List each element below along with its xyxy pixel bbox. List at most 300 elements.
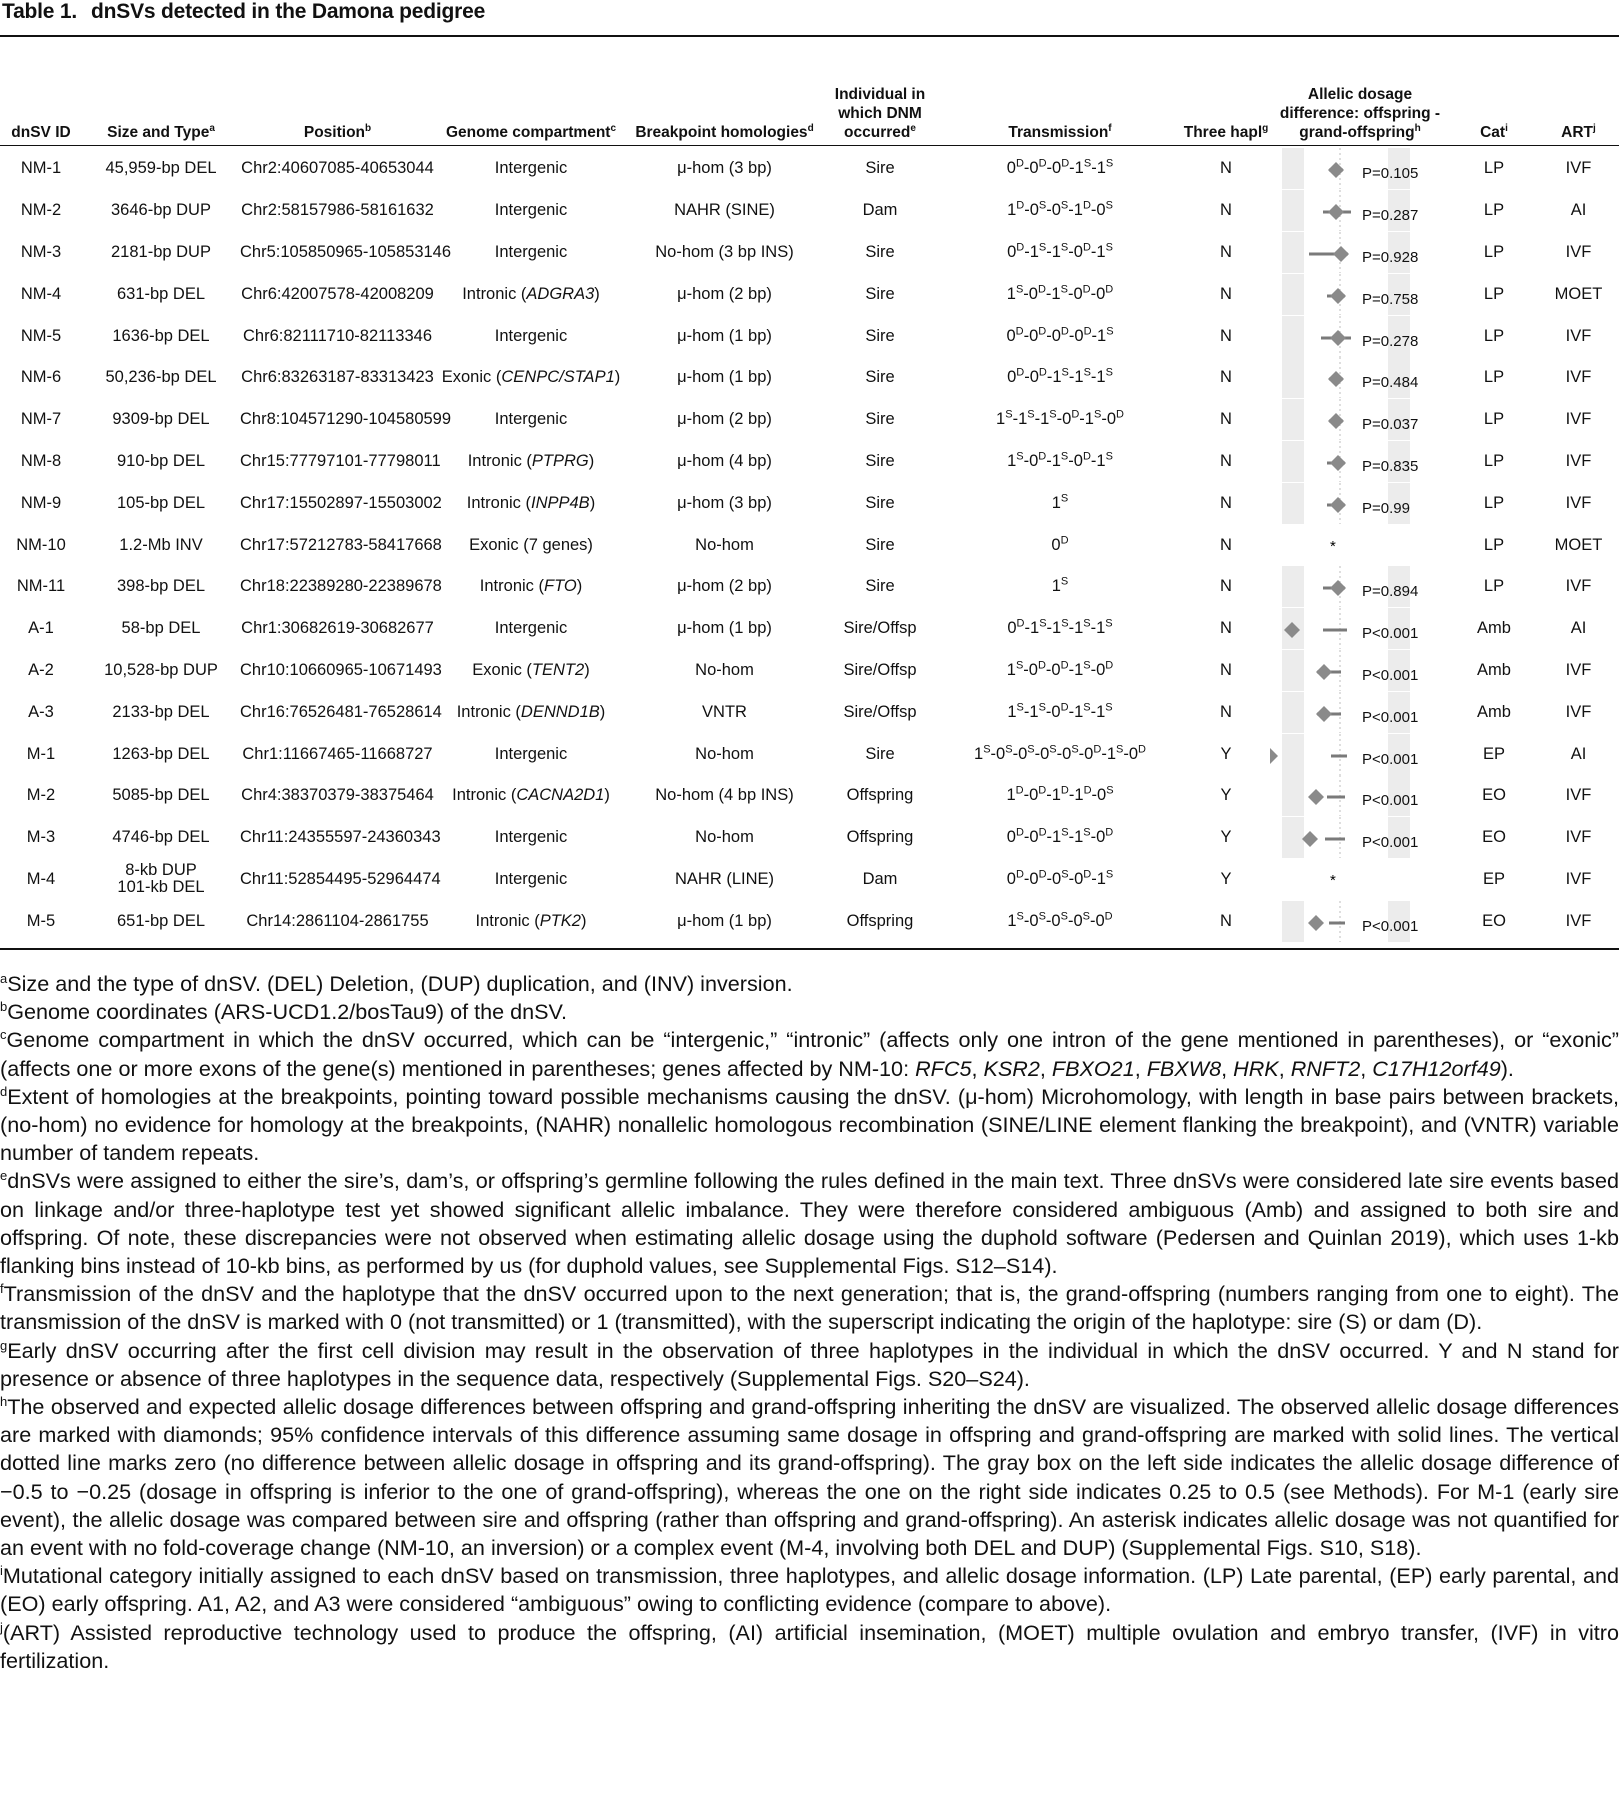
haplotype-origin: S xyxy=(1060,575,1069,588)
haplotype-origin: D xyxy=(1083,868,1092,881)
size-type: 631-bp DEL xyxy=(116,284,206,303)
transmission-value: 1 xyxy=(1074,159,1084,178)
transmission-value: 1 xyxy=(1007,201,1017,220)
transmission-value: 0 xyxy=(1006,828,1016,847)
haplotype-origin: S xyxy=(1083,366,1091,379)
dosage-plot xyxy=(1270,650,1450,691)
bottom-rule xyxy=(0,948,1619,950)
haplotype-origin: D xyxy=(1038,325,1047,338)
genome-compartment: Intronic (INPP4B) xyxy=(466,493,596,512)
transmission-value: 1 xyxy=(1074,368,1084,387)
dnsv-id: NM-3 xyxy=(20,242,62,261)
transmission-value: 0 xyxy=(1074,326,1084,345)
art: IVF xyxy=(1565,577,1592,596)
table-row xyxy=(0,566,1619,608)
transmission-value: 1 xyxy=(1051,451,1061,470)
compartment-type: Intronic xyxy=(452,786,507,805)
dosage-plot xyxy=(1270,775,1450,816)
transmission-value: 1 xyxy=(1096,869,1106,888)
dnsv-id: M-4 xyxy=(26,869,56,888)
dosage-cell xyxy=(1270,190,1450,232)
dosage-plot xyxy=(1270,608,1450,649)
transmission-value: 0 xyxy=(996,744,1006,763)
haplotype-origin: D xyxy=(1038,450,1047,463)
size-type: 910-bp DEL xyxy=(116,451,206,470)
dnm-individual: Offspring xyxy=(846,911,914,930)
position: Chr11:52854495-52964474 xyxy=(240,869,441,888)
three-haplotypes: N xyxy=(1220,368,1232,387)
transmission-value: 0 xyxy=(1095,911,1105,930)
three-haplotypes: N xyxy=(1220,242,1232,261)
art: IVF xyxy=(1565,451,1592,470)
genome-compartment: Intronic (PTK2) xyxy=(475,911,587,930)
transmission-value: 1 xyxy=(1006,786,1016,805)
column-header-label: Allelic dosage difference: offspring - grand-offspring xyxy=(1279,86,1441,141)
breakpoint-homology: No-hom (4 bp INS) xyxy=(655,786,794,805)
size-type: 10,528-bp DUP xyxy=(104,660,218,679)
footnote xyxy=(0,1280,1619,1336)
dnsv-id: NM-7 xyxy=(20,410,62,429)
column-header-label: dnSV ID xyxy=(11,124,71,141)
size-type: 50,236-bp DEL xyxy=(105,368,217,387)
breakpoint-homology: μ-hom (3 bp) xyxy=(677,493,772,512)
breakpoint-homology: μ-hom (1 bp) xyxy=(677,911,772,930)
transmission-value: 0 xyxy=(1006,159,1016,178)
haplotype-origin: S xyxy=(1105,157,1114,170)
art: IVF xyxy=(1565,660,1592,679)
p-value: P<0.001 xyxy=(1362,917,1419,935)
art: MOET xyxy=(1554,284,1603,303)
transmission-value: 0 xyxy=(1007,368,1017,387)
footnote-text: dnSVs were assigned to either the sire’s, dam’s, or offspring’s germline following the rules defined in the main text. Three dnSVs were considered late sire events based on linkage and/or three-haplotype test yet showed significant allelic imbalance. They were therefore considered ambiguous (Amb) and assigned to both sire and offspring. Of note, these discrepancies were not observed when estimating allelic dosage using the duphold software (Pedersen and Quinlan 2019), which uses 1-kb flanking bins instead of 10-kb bins, as performed by us (for duphold values, see Supplemental Figs. S12–S14). xyxy=(0,1168,1619,1279)
breakpoint-homology: No-hom xyxy=(695,828,754,847)
transmission: $0^D-0^D-1^S-1^S-1^S$ xyxy=(1007,366,1113,387)
transmission: $0^D-1^S-1^S-1^S-1^S$ xyxy=(1007,617,1113,638)
genome-compartment: Exonic (TENT2) xyxy=(472,660,590,679)
art: IVF xyxy=(1565,368,1592,387)
p-value: P<0.001 xyxy=(1362,792,1419,810)
dosage-plot xyxy=(1270,483,1450,524)
dosage-plot xyxy=(1270,441,1450,482)
compartment-type: Intergenic xyxy=(494,619,568,638)
column-header-id xyxy=(0,50,82,148)
footnote-text: Genome coordinates (ARS-UCD1.2/bosTau9) of the dnSV. xyxy=(7,999,567,1025)
position: Chr2:40607085-40653044 xyxy=(241,159,434,178)
compartment-type: Intronic xyxy=(462,284,517,303)
transmission: $1^S-0^D-0^D-1^S-0^D$ xyxy=(1006,659,1114,679)
footnote-marker: i xyxy=(0,1563,3,1579)
dosage-plot xyxy=(1270,232,1450,273)
neg-range-box xyxy=(1282,190,1304,231)
transmission-value: 0 xyxy=(1029,828,1039,847)
haplotype-origin: S xyxy=(983,743,991,756)
dosage-plot xyxy=(1270,148,1450,189)
transmission-value: 0 xyxy=(1074,869,1084,888)
transmission-value: 0 xyxy=(1007,619,1017,638)
transmission-value: 0 xyxy=(1073,911,1083,930)
position: Chr4:38370379-38375464 xyxy=(241,786,434,805)
transmission: $0^D-0^D-0^D-0^D-1^S$ xyxy=(1006,325,1114,345)
compartment-type: Intronic xyxy=(466,493,521,512)
dnm-individual: Sire xyxy=(865,577,895,596)
transmission-value: 0 xyxy=(1029,451,1039,470)
column-header-label: Breakpoint homologies xyxy=(635,124,808,141)
haplotype-origin: S xyxy=(1038,199,1047,212)
footnote-marker: j xyxy=(0,1619,3,1635)
haplotype-origin: D xyxy=(1061,157,1070,170)
p-value: P<0.001 xyxy=(1362,750,1419,768)
table-row xyxy=(0,232,1619,274)
dnm-individual: Sire xyxy=(865,535,895,554)
compartment-type: Intergenic xyxy=(494,828,568,847)
p-value: P<0.001 xyxy=(1362,834,1419,852)
neg-range-box xyxy=(1282,566,1304,607)
transmission-value: 0 xyxy=(1029,786,1039,805)
neg-range-box xyxy=(1282,441,1304,482)
breakpoint-homology: μ-hom (2 bp) xyxy=(677,577,772,596)
transmission-value: 0 xyxy=(1006,869,1016,888)
position: Chr14:2861104-2861755 xyxy=(246,911,429,930)
transmission-value: 1 xyxy=(1074,828,1084,847)
position: Chr10:10660965-10671493 xyxy=(240,660,442,679)
genome-compartment: Intronic (CACNA2D1) xyxy=(452,786,610,805)
footnote-text: Size and the type of dnSV. (DEL) Deletion, (DUP) duplication, and (INV) inversion. xyxy=(7,971,793,996)
transmission-value: 0 xyxy=(1006,326,1016,345)
gene-name: PTPRG xyxy=(531,451,589,470)
dnsv-id: NM-11 xyxy=(16,577,66,596)
position: Chr17:57212783-58417668 xyxy=(240,535,442,554)
p-value: P=0.928 xyxy=(1362,248,1419,266)
footnote-text: The observed and expected allelic dosage differences between offspring and grand-offspring inheriting the dnSV are visualized. The observed allelic dosage differences are marked with diamonds; 95% confidence intervals of this difference assuming same dosage in offspring and grand-offspring are marked with solid lines. The vertical dotted line marks zero (no difference between allelic dosage in offspring and its grand-offspring). The gray box on the left side indicates the allelic dosage difference of −0.5 to −0.25 (dosage in offspring is inferior to the one of grand-offspring), whereas the one on the right side indicates 0.25 to 0.5 (see Methods). For M-1 (early sire event), the allelic dosage was compared between sire and offspring (rather than offspring and grand-offspring). An asterisk indicates allelic dosage was not quantified for an event with no fold-coverage change (NM-10, an inversion) or a complex event (M-4, involving both DEL and DUP) (Supplemental Figs. S10, S18). xyxy=(0,1394,1619,1561)
genome-compartment xyxy=(435,859,627,901)
neg-range-box xyxy=(1282,316,1304,357)
transmission-value: 1 xyxy=(1096,702,1106,721)
p-value: P=0.99 xyxy=(1362,499,1410,517)
transmission-value: 1 xyxy=(1051,284,1061,303)
haplotype-origin: S xyxy=(1083,826,1091,839)
art: IVF xyxy=(1565,869,1592,888)
footnote-marker: i xyxy=(1505,122,1508,134)
transmission-value: 0 xyxy=(1051,535,1061,554)
haplotype-origin: S xyxy=(1015,283,1024,296)
dnsv-id: NM-10 xyxy=(16,535,66,554)
footnote-marker: f xyxy=(1108,122,1112,134)
transmission-value: 1 xyxy=(1096,242,1106,261)
neg-range-box xyxy=(1282,357,1304,398)
dosage-plot xyxy=(1270,566,1450,607)
position: Chr6:42007578-42008209 xyxy=(241,284,434,303)
footnote-marker: d xyxy=(0,1083,8,1099)
genome-compartment xyxy=(435,148,627,190)
art: IVF xyxy=(1565,410,1592,429)
p-value: P=0.758 xyxy=(1362,290,1419,308)
haplotype-origin: S xyxy=(1061,617,1069,630)
p-value: P=0.105 xyxy=(1362,165,1419,183)
haplotype-origin: S xyxy=(1016,910,1024,923)
position: Chr11:24355597-24360343 xyxy=(240,828,441,847)
gene-name: ADGRA3 xyxy=(526,284,595,303)
haplotype-origin: S xyxy=(1027,743,1035,756)
haplotype-origin: S xyxy=(1083,701,1091,714)
breakpoint-homology: No-hom (3 bp INS) xyxy=(655,242,794,261)
footnote-text: Transmission of the dnSV and the haplotype that the dnSV occurred upon to the next generation; that is, the grand-offspring (numbers ranging from one to eight). The transmission of the dnSV is marked with 0 (not transmitted) or 1 (transmitted), with the superscript indicating the origin of the haplotype: sire (S) or dam (D). xyxy=(0,1281,1619,1335)
dosage-plot xyxy=(1270,316,1450,357)
compartment-type: Exonic xyxy=(441,368,492,387)
transmission-value: 1 xyxy=(1074,619,1084,638)
haplotype-origin: D xyxy=(1105,826,1114,839)
dnsv-id: NM-2 xyxy=(20,201,62,220)
table-row xyxy=(0,900,1619,942)
transmission xyxy=(938,566,1182,608)
haplotype-origin: D xyxy=(1060,701,1069,714)
haplotype-origin: D xyxy=(1015,784,1024,797)
position: Chr5:105850965-105853146 xyxy=(240,242,452,261)
breakpoint-homology: No-hom xyxy=(695,744,754,763)
transmission-value: 1 xyxy=(1029,702,1039,721)
compartment-type: Intergenic xyxy=(494,326,568,345)
size-type: 4746-bp DEL xyxy=(112,828,210,847)
transmission-value: 1 xyxy=(1084,410,1094,429)
footnote-text: (ART) Assisted reproductive technology used to produce the offspring, (AI) artificial insemination, (MOET) multiple ovulation and embryo transfer, (IVF) in vitro fertilization. xyxy=(0,1619,1619,1673)
transmission-value: 0 xyxy=(1062,410,1072,429)
dnsv-table xyxy=(0,50,1619,942)
haplotype-origin: D xyxy=(1016,366,1025,379)
genome-compartment: Exonic (CENPC/STAP1) xyxy=(441,368,621,387)
haplotype-origin: D xyxy=(1015,826,1024,839)
neg-range-box xyxy=(1282,399,1304,440)
dosage-diamond xyxy=(1328,413,1344,429)
table-row xyxy=(0,273,1619,315)
haplotype-origin: S xyxy=(1060,241,1069,254)
category: LP xyxy=(1483,577,1505,596)
footnote-marker: a xyxy=(209,122,215,134)
breakpoint-homology: NAHR (SINE) xyxy=(674,201,775,220)
dnm-individual: Dam xyxy=(862,201,898,220)
p-value: P=0.484 xyxy=(1362,374,1419,392)
haplotype-origin: D xyxy=(1082,450,1091,463)
three-haplotypes: N xyxy=(1220,702,1232,721)
gene-name: DENND1B xyxy=(520,702,600,721)
art: IVF xyxy=(1565,786,1592,805)
art: IVF xyxy=(1565,911,1592,930)
transmission-value: 0 xyxy=(1028,660,1038,679)
transmission-value: 1 xyxy=(1074,702,1084,721)
haplotype-origin: D xyxy=(1060,534,1069,547)
dosage-plot xyxy=(1270,859,1450,900)
transmission-value: 0 xyxy=(1029,911,1039,930)
neg-range-box xyxy=(1282,734,1304,775)
table-row xyxy=(0,399,1619,441)
dnm-individual: Sire/Offsp xyxy=(843,619,917,638)
dosage-cell xyxy=(1270,524,1450,566)
column-header-ind xyxy=(822,50,938,148)
transmission-value: 1 xyxy=(1073,201,1083,220)
dosage-cell xyxy=(1270,608,1450,650)
table-row xyxy=(0,148,1619,190)
neg-range-box xyxy=(1282,483,1304,524)
dosage-diamond xyxy=(1330,288,1346,304)
transmission-value: 1 xyxy=(1052,619,1062,638)
column-header-dose xyxy=(1270,50,1450,148)
neg-range-box xyxy=(1282,901,1304,942)
transmission-value: 1 xyxy=(1006,284,1016,303)
dnsv-id: A-2 xyxy=(28,660,54,679)
dnm-individual: Sire xyxy=(865,242,895,261)
position: Chr2:58157986-58161632 xyxy=(241,201,434,220)
column-header-label: ART xyxy=(1561,124,1594,141)
art: IVF xyxy=(1565,326,1592,345)
p-value: P<0.001 xyxy=(1362,625,1419,643)
dosage-cell xyxy=(1270,441,1450,483)
haplotype-origin: D xyxy=(1116,408,1124,421)
dosage-diamond xyxy=(1328,204,1344,220)
haplotype-origin: S xyxy=(1005,408,1013,421)
transmission-value: 1 xyxy=(1030,619,1040,638)
category: LP xyxy=(1483,159,1505,178)
transmission: $1^S-0^S-0^S-0^S-0^S-0^D-1^S-0^D$ xyxy=(974,743,1146,763)
category: LP xyxy=(1483,410,1505,429)
breakpoint-homology: NAHR (LINE) xyxy=(674,869,774,888)
dnsv-id: NM-4 xyxy=(20,284,62,303)
dosage-cell xyxy=(1270,357,1450,399)
breakpoint-homology: No-hom xyxy=(695,535,754,554)
dosage-cell xyxy=(1270,399,1450,441)
not-quantified-asterisk: * xyxy=(1330,537,1336,555)
gene-count: 7 genes xyxy=(528,535,588,554)
dosage-plot xyxy=(1270,190,1450,231)
category: LP xyxy=(1483,535,1505,554)
dosage-diamond xyxy=(1316,706,1332,722)
position: Chr17:15502897-15503002 xyxy=(240,493,442,512)
dosage-plot xyxy=(1270,734,1450,775)
size-type: 3646-bp DUP xyxy=(111,201,211,220)
transmission-value: 1 xyxy=(1051,577,1061,596)
haplotype-origin: S xyxy=(1116,743,1124,756)
dnm-individual: Sire xyxy=(865,326,895,345)
footnote-marker: d xyxy=(807,122,814,134)
footnote-marker: j xyxy=(1593,122,1596,134)
art: IVF xyxy=(1565,159,1592,178)
neg-range-box xyxy=(1282,274,1304,315)
size-type-line: 101-kb DEL xyxy=(117,878,205,897)
column-header-label: Size and Type xyxy=(107,124,210,141)
transmission-value: 0 xyxy=(1028,284,1038,303)
dosage-plot xyxy=(1270,901,1450,942)
table-row xyxy=(0,775,1619,817)
footnote-text: Early dnSV occurring after the first cell division may result in the observation of three haplotypes in the individual in which the dnSV occurred. Y and N stand for presence or absence of three haplotypes in the sequence data, respectively (Supplemental Figs. S20–S24). xyxy=(0,1337,1619,1391)
dnsv-id: M-1 xyxy=(26,744,56,763)
footnote-marker: e xyxy=(910,122,916,134)
table-body xyxy=(0,148,1619,942)
compartment-type: Intronic xyxy=(475,911,530,930)
position: Chr1:11667465-11668727 xyxy=(242,744,433,763)
three-haplotypes: N xyxy=(1220,201,1232,220)
footnote-marker: h xyxy=(1414,122,1421,134)
transmission-value: 1 xyxy=(1051,493,1061,512)
table-row xyxy=(0,691,1619,733)
transmission: $1^S-1^S-0^D-1^S-1^S$ xyxy=(1007,701,1113,721)
footnote-marker: h xyxy=(0,1393,8,1409)
dnm-individual: Sire xyxy=(865,493,895,512)
column-header-label: Genome compartment xyxy=(445,124,611,141)
dnsv-id: NM-5 xyxy=(20,326,62,345)
transmission-value: 0 xyxy=(1051,702,1061,721)
transmission-value: 0 xyxy=(1096,284,1106,303)
compartment-type: Intergenic xyxy=(494,410,568,429)
dosage-cell xyxy=(1270,315,1450,357)
transmission-value: 1 xyxy=(1106,744,1116,763)
footnote-marker: f xyxy=(0,1281,4,1297)
art: AI xyxy=(1570,201,1587,220)
column-header-bp xyxy=(627,50,822,148)
transmission: $0^D-0^D-0^D-1^S-1^S$ xyxy=(1006,157,1114,178)
dosage-cell xyxy=(1270,148,1450,190)
dosage-cell xyxy=(1270,859,1450,901)
genome-compartment xyxy=(435,399,627,441)
three-haplotypes: Y xyxy=(1220,828,1232,847)
three-haplotypes: N xyxy=(1220,326,1232,345)
transmission-value: 0 xyxy=(1029,326,1039,345)
column-header-label: Transmission xyxy=(1008,124,1109,141)
transmission-value: 0 xyxy=(1029,159,1039,178)
dnm-individual: Offspring xyxy=(846,786,914,805)
haplotype-origin: D xyxy=(1038,826,1047,839)
haplotype-origin: D xyxy=(1015,868,1024,881)
table-row xyxy=(0,650,1619,692)
haplotype-origin: S xyxy=(1038,910,1046,923)
gene-name: CENPC/STAP1 xyxy=(501,368,615,387)
transmission-value: 0 xyxy=(1052,159,1062,178)
transmission: $0^D-0^D-0^S-0^D-1^S$ xyxy=(1006,868,1114,888)
haplotype-origin: S xyxy=(1061,366,1069,379)
transmission-value: 1 xyxy=(996,410,1006,429)
category: LP xyxy=(1483,284,1505,303)
haplotype-origin: D xyxy=(1060,784,1069,797)
header-row xyxy=(0,50,1619,148)
haplotype-origin: S xyxy=(1038,241,1047,254)
dosage-cell xyxy=(1270,232,1450,274)
compartment-type: Intergenic xyxy=(494,242,568,261)
dosage-diamond xyxy=(1316,664,1332,680)
footnotes xyxy=(0,970,1619,1675)
position: Chr1:30682619-30682677 xyxy=(241,619,434,638)
position: Chr6:83263187-83313423 xyxy=(241,368,434,387)
three-haplotypes: N xyxy=(1220,660,1232,679)
size-type: 45,959-bp DEL xyxy=(105,159,217,178)
dnsv-id: NM-9 xyxy=(20,493,62,512)
dnsv-id: NM-6 xyxy=(20,368,62,387)
table-number: Table 1. xyxy=(2,0,78,23)
haplotype-origin: D xyxy=(1016,241,1025,254)
transmission-value: 0 xyxy=(1062,744,1072,763)
dosage-diamond xyxy=(1328,162,1344,178)
p-value: P<0.001 xyxy=(1362,708,1419,726)
transmission-value: 0 xyxy=(1051,326,1061,345)
transmission-value: 0 xyxy=(1051,911,1061,930)
genome-compartment xyxy=(435,190,627,232)
haplotype-origin: S xyxy=(1060,450,1069,463)
p-value: P=0.835 xyxy=(1362,457,1419,475)
category: Amb xyxy=(1477,660,1511,679)
category: EP xyxy=(1482,744,1505,763)
haplotype-origin: S xyxy=(1060,910,1068,923)
size-type: 105-bp DEL xyxy=(116,493,206,512)
dosage-diamond xyxy=(1330,455,1346,471)
genome-compartment: Intronic (PTPRG) xyxy=(467,451,595,470)
transmission: $1^S-1^S-1^S-0^D-1^S-0^D$ xyxy=(996,408,1124,429)
haplotype-origin: S xyxy=(1106,784,1114,797)
haplotype-origin: D xyxy=(1105,659,1114,672)
